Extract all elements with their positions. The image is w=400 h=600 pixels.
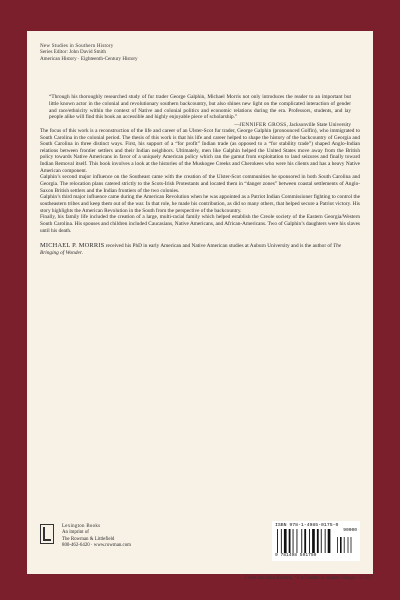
barcode-stripe [337,537,338,553]
endorser-name: JENNIFER GROSS [239,121,287,128]
barcode-stripe [309,529,310,553]
barcode-stripe [321,529,322,553]
author-bio [40,243,360,256]
barcode-stripe [317,529,319,553]
barcode-stripe [304,529,306,553]
description-paragraph: Finally, his family life included the creation of a large, multi-racial family which helped establish the Creole society of the Eastern Georgia/Western South Carolina. His spouses and children included Caucasians, Native Americans, and African-Americans. Two of Galphin’s daughters were his slaves until his death. [40,214,360,234]
barcode-stripe [351,537,352,553]
endorser-affiliation: , Jacksonville State University [286,121,351,128]
barcode-stripe [277,529,278,553]
attribution-dash: — [234,121,240,128]
barcode-stripe [289,529,291,553]
publisher-logo-icon [40,524,54,544]
back-cover-panel [27,31,373,581]
author-name: MICHAEL P. MORRIS [40,242,105,250]
author-previous-book: The Bringing of Wonder [40,243,342,256]
footer [40,521,360,561]
barcode-stripe [312,529,315,553]
author-bio-text: received his PhD in early American and Native American studies at Auburn University and is the author of [104,243,334,250]
barcode-stripe [348,537,349,553]
barcode-stripe [293,529,294,553]
description-paragraph: The focus of this work is a reconstruction of the life and career of an Ulster-Scot fur trader, George Galphin (pronounced Golfin), who immigrated to South Carolina in the colonial period. The thesis of this work is that his life and career helped to shape the history of the backcountry of Georgia and South Carolina in three distinct ways. First, his support of a “for profit” Indian trade (as opposed to a “for stability trade”) shaped Anglo-Indian relations between frontier settlers and their Indian neighbors. Ultimately, men like Galphin helped the United States move away from the British policy towards Native Americans in favor of a uniquely American policy which ran the gamut from exploitation to land seizures and finally toward Indian Removal itself. This book involves a look at the histories of the Muskogee Creeks and Cherokees who were his clients and has a heavy Native American component. [40,127,360,174]
publisher-info [62,524,131,549]
barcode-stripe [284,529,287,553]
series-title: New Studies in Southern History [40,43,114,49]
isbn-number: ISBN 978-1-4985-0175-0 [275,523,339,528]
price-code: 90000 [343,528,357,533]
cover-art-credit: Cover art: John Kollock, “Fur Traders at Soquee Village – 1750.” [244,576,373,581]
series-editor: Series Editor: John David Smith [40,49,106,56]
publisher-contact: 800-462-6420 · www.rowman.com [62,542,131,548]
barcode-stripe [340,537,342,553]
series-info [40,43,360,62]
subject-categories: American History · Eighteenth-Century History [40,55,138,62]
endorsement-quote: “Through his thoroughly researched study of fur trader George Galphin, Michael Morris not only introduces the reader to an important but little known actor in the colonial and revolutionary southern backcountry, but also shines new light on the complicated interaction of gender and race/ethnicity within the context of Native and colonial politics and economic relations during the era. Professors, students, and lay people alike will find this book an accessible and highly enjoyable piece of scholarship.” [49,94,351,121]
publisher-name: Lexington Books [62,524,101,529]
barcode-digits: 9 781498 501750 [275,553,317,558]
description-paragraph: Galphin’s third major influence came during the American Revolution when he was appointed as a Patriot Indian Commissioner fighting to control the southeastern tribes and keep them out of the war. In that role, he made his contribution, as did so many others, that helped secure a Patriot victory. His story highlights the American Revolution in the South from the perspective of the backcountry. [40,194,360,214]
barcode-stripe [344,537,345,553]
barcode-stripe [301,529,302,553]
barcode-stripe [281,529,282,553]
description-paragraph: Galphin’s second major influence on the Southeast came with the creation of the Ulster-Scot communities he sponsored in both South Carolina and Georgia. The relocation plans catered strictly to the Scots-Irish Protestants and located them in “danger zones” between coastal settlements of Anglo-Saxon British settlers and the Indian frontiers of the two colonies. [40,174,360,194]
isbn-barcode [272,521,360,561]
barcode-stripe [297,529,298,553]
barcode-stripe [328,529,331,553]
publisher-parent: The Rowman & Littlefield [62,536,115,542]
author-bio-end: . [81,250,84,256]
publisher-imprint: An imprint of [62,530,89,536]
barcode-stripe [325,529,326,553]
